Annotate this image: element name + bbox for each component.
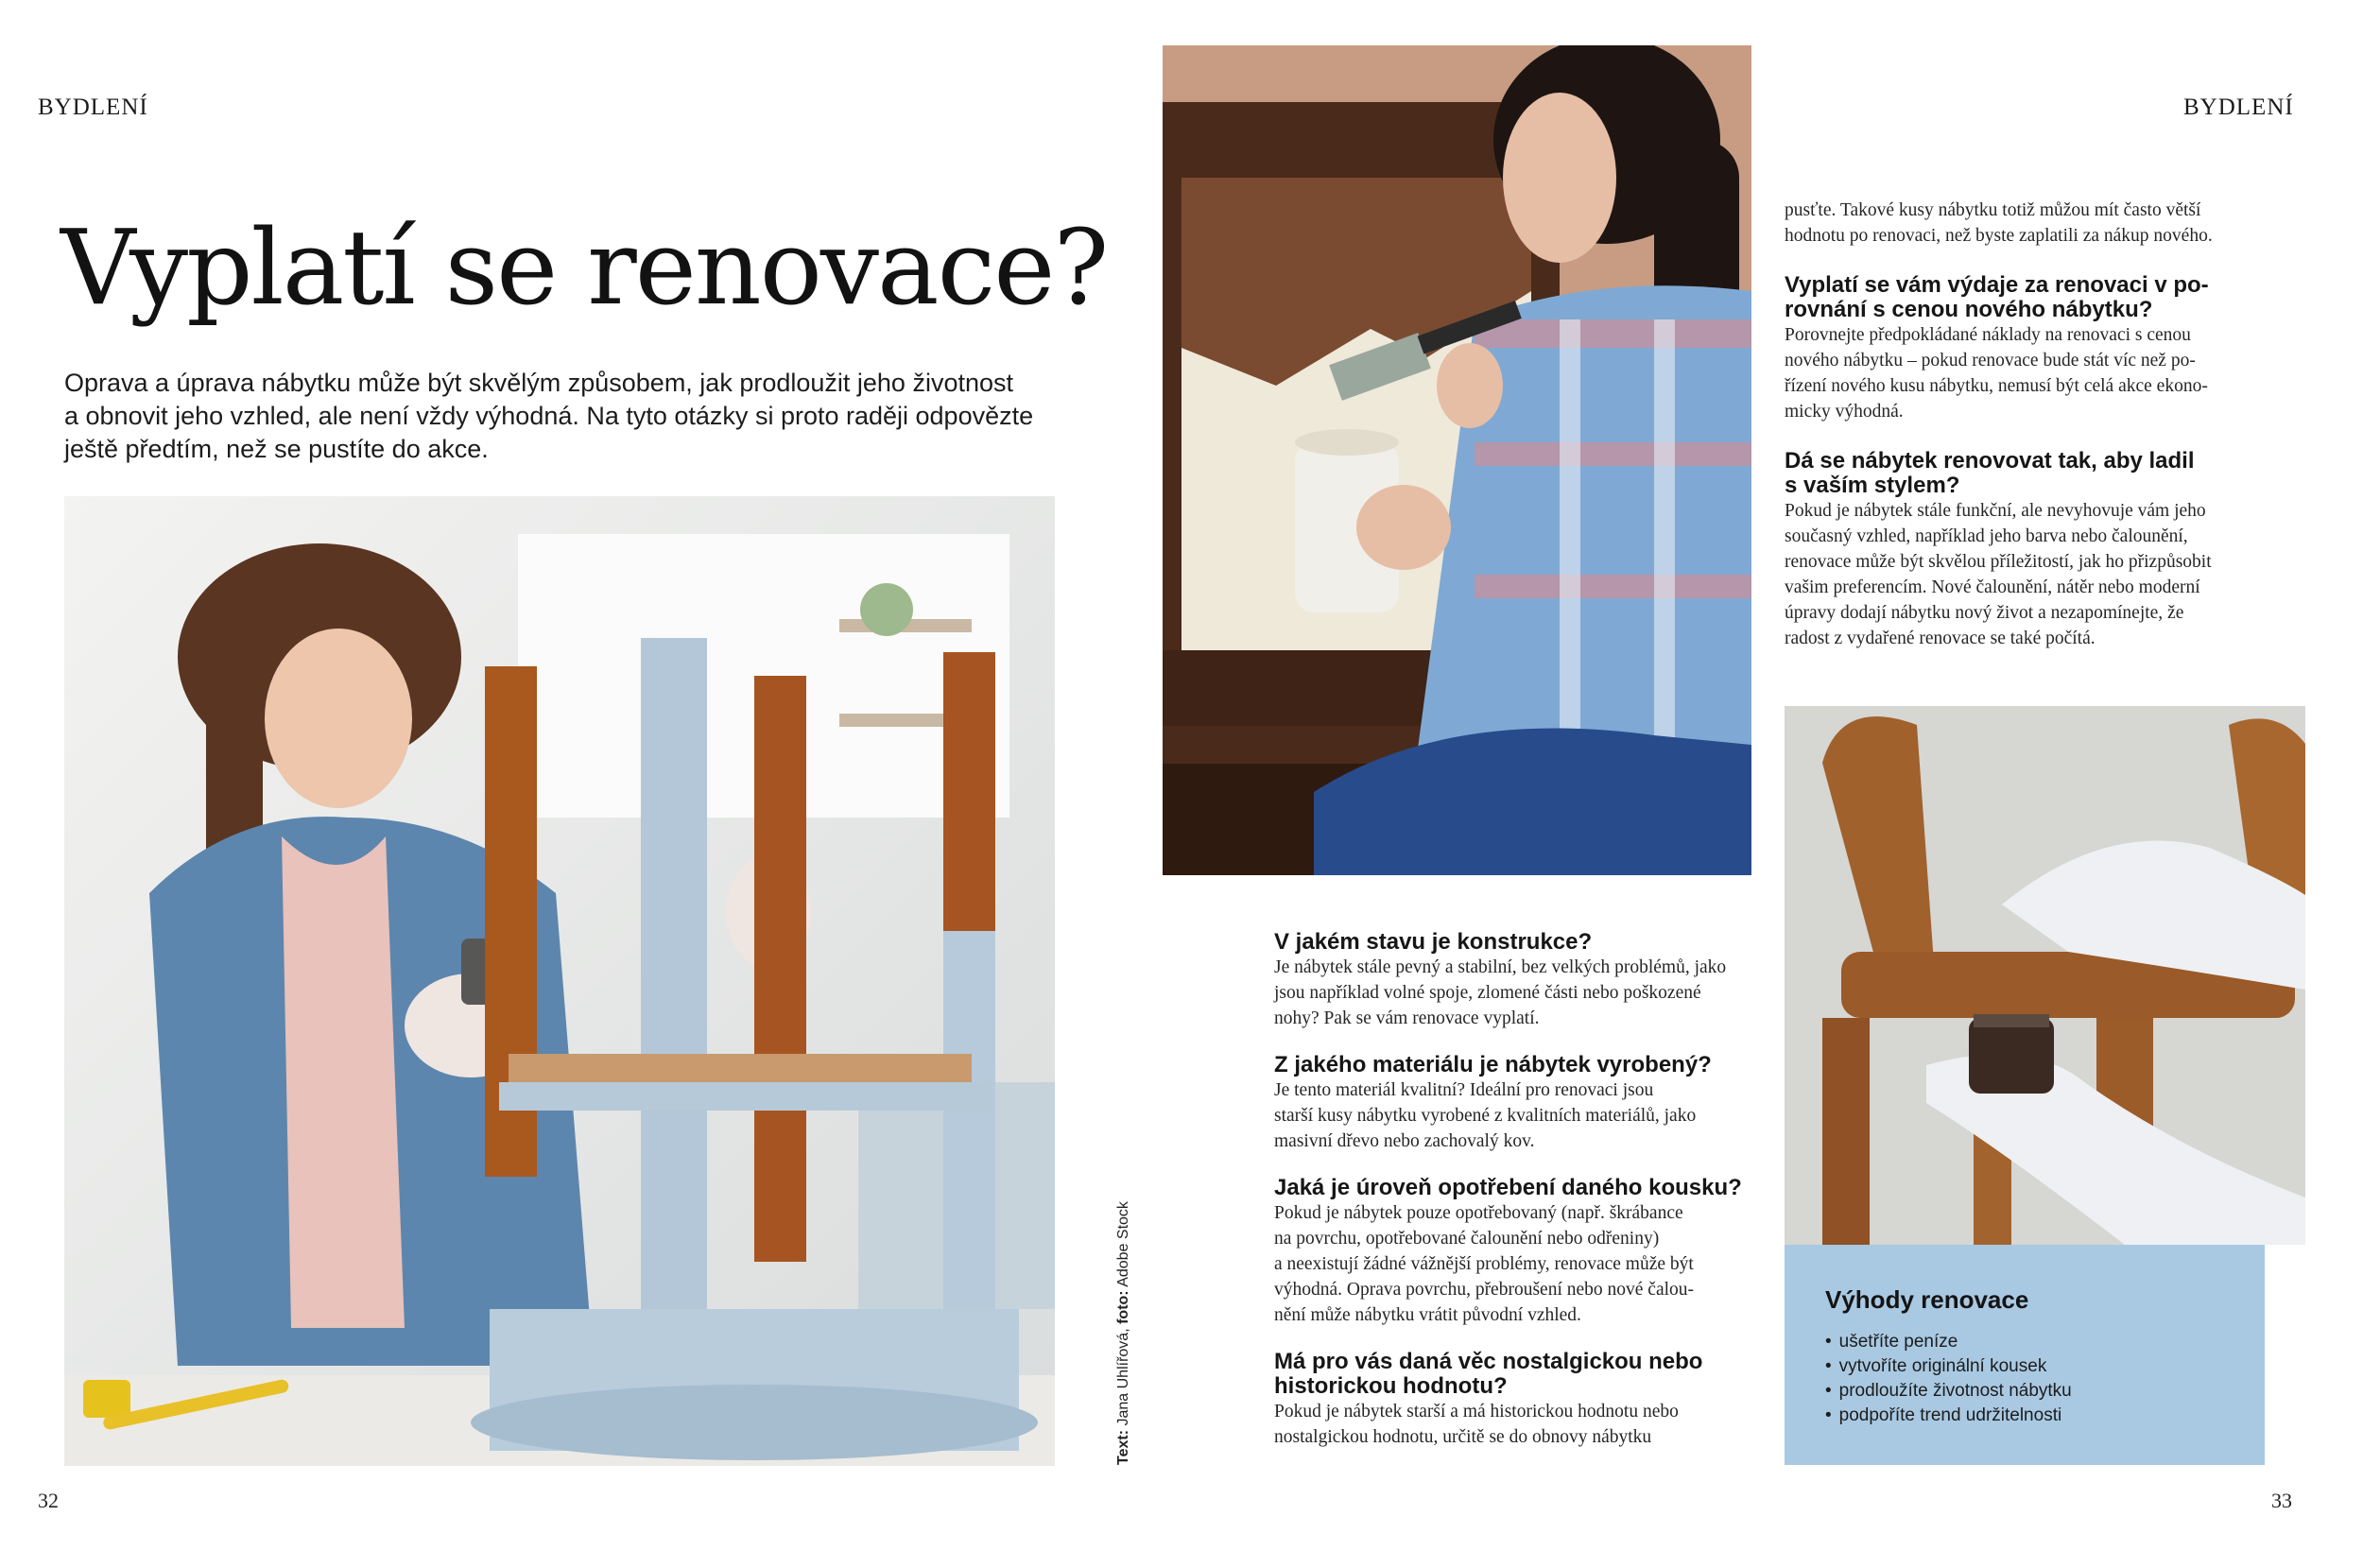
right-text-column [1785, 198, 2295, 651]
answer-paragraph: Pokud je nábytek stále funkční, ale nevyhovuje vám jeho současný vzhled, například jeho barva nebo čalounění, renovace může být skvělou příležitostí, jak ho přizpůsobit vašim preferencím. Nové čalounění, nátěr nebo moderní úpravy dodají nábytku nový život a nezapomínejte, že radost z vydařené renovace se také počítá. [1785, 501, 2212, 648]
lead-line: a obnovit jeho vzhled, ale není vždy výhodná. Na tyto otázky si proto raději odpovězte [64, 402, 1034, 430]
lead-paragraph [64, 367, 1033, 466]
answer-paragraph: Je nábytek stále pevný a stabilní, bez velkých problémů, jako jsou například volné spoje, zlomené části nebo poškozené nohy? Pak se vám renovace vyplatí. [1274, 957, 1727, 1028]
page-number-left: 32 [38, 1489, 59, 1512]
middle-text-column [1274, 930, 1766, 1450]
question-heading: V jakém stavu je konstrukce? [1274, 929, 1593, 955]
question-heading: Jaká je úroveň opotřebení daného kousku? [1274, 1175, 1742, 1200]
section-tag-left: BYDLENÍ [38, 95, 148, 120]
photo-woman-painting-wardrobe [1163, 45, 1751, 875]
answer-paragraph: Pokud je nábytek starší a má historickou hodnotu nebo nostalgickou hodnotu, určitě se do obnovy nábytku [1274, 1402, 1679, 1447]
question-heading: Z jakého materiálu je nábytek vyrobený? [1274, 1052, 1712, 1077]
question-heading: Dá se nábytek renovovat tak, aby ladil s vaším stylem? [1785, 448, 2195, 498]
photo-woman-sanding-stool [64, 496, 1055, 1466]
list-item: • vytvoříte originální kousek [1825, 1354, 2072, 1379]
list-item: • prodloužíte životnost nábytku [1825, 1379, 2072, 1404]
section-tag-right: BYDLENÍ [2183, 95, 2294, 120]
question-heading: Vyplatí se vám výdaje za renovaci v po- rovnání s cenou nového nábytku? [1785, 272, 2209, 322]
question-heading: Má pro vás daná věc nostalgickou nebo historickou hodnotu? [1274, 1349, 1703, 1399]
advantages-title: Výhody renovace [1825, 1285, 2029, 1314]
advantages-list [1825, 1330, 2072, 1428]
list-item: • podpoříte trend udržitelnosti [1825, 1404, 2072, 1428]
page-title: Vyplatí se renovace? [60, 207, 1108, 328]
page-number-right: 33 [2271, 1489, 2292, 1512]
photo-credit: Text: Jana Uhlířová, foto: Adobe Stock [1115, 1201, 1131, 1465]
answer-paragraph: Je tento materiál kvalitní? Ideální pro renovaci jsou starší kusy nábytku vyrobené z kvalitních materiálů, jako masivní dřevo nebo zachovalý kov. [1274, 1080, 1697, 1151]
answer-paragraph: Pokud je nábytek pouze opotřebovaný (např. škrábance na povrchu, opotřebované čalounění nebo odřeniny) a neexistují žádné vážnější problémy, renovace může být výhodná. Oprava povrchu, přebroušení nebo nové čalou- nění může nábytku vrátit původní vzhled. [1274, 1203, 1695, 1325]
answer-paragraph: Porovnejte předpokládané náklady na renovaci s cenou nového nábytku – pokud renovace bude stát víc než po- řízení nového kusu nábytku, nemusí být celá akce ekono- micky výhodná. [1785, 325, 2208, 422]
list-item: • ušetříte peníze [1825, 1330, 2072, 1354]
photo-gloved-hands-chair [1785, 706, 2305, 1245]
continuation-paragraph: pusťte. Takové kusy nábytku totiž můžou mít často větší hodnotu po renovaci, než byste zaplatili za nákup nového. [1785, 200, 2213, 246]
advantages-box [1785, 1245, 2265, 1465]
lead-line: Oprava a úprava nábytku může být skvělým způsobem, jak prodloužit jeho životnost [64, 369, 1013, 397]
lead-line: ještě předtím, než se pustíte do akce. [64, 435, 489, 463]
